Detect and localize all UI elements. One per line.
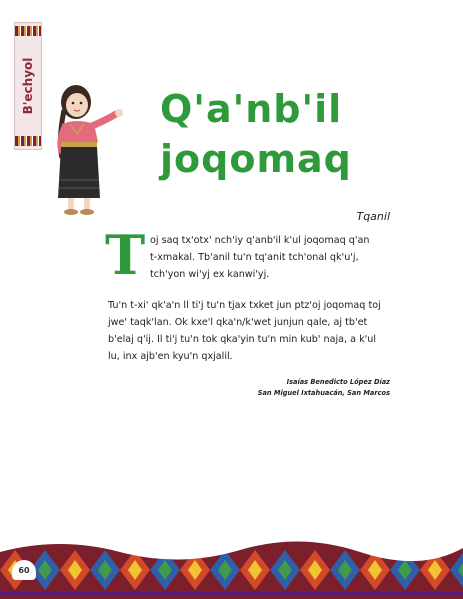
paragraph-1-line: tch'yon wi'yj ex kanwi'yj. (150, 269, 270, 280)
paragraph-1-line: t-xmakal. Tb'anil tu'n tq'anit tch'onal qk'u'j, (150, 252, 359, 263)
paragraph-2-line: b'elaj q'ij. Il ti'j tu'n tok qka'yin tu'n min kub' naja, a k'ul (108, 334, 377, 345)
tab-textile-bottom (15, 136, 41, 146)
paragraph-2-line: lu, inx ajb'en kyu'n qxjalil. (108, 351, 233, 362)
paragraph-2-line: Tu'n t-xi' qk'a'n ll ti'j tu'n tjax txket jun ptz'oj joqomaq toj (108, 300, 381, 311)
text-type-label: Tqanil (356, 210, 390, 223)
author-place: San Miguel Ixtahuacán, San Marcos (257, 389, 390, 397)
section-tab-label: B'echyol (21, 57, 35, 115)
author-signature (240, 377, 390, 399)
section-tab (14, 22, 42, 150)
textile-border (0, 530, 463, 599)
title-line-2: joqomaq (160, 137, 352, 181)
paragraph-1 (150, 232, 390, 283)
page-number: 60 (12, 560, 36, 580)
author-name: Isaías Benedicto López Díaz (286, 378, 390, 386)
tab-textile-top (15, 26, 41, 36)
paragraph-2 (108, 297, 390, 365)
drop-cap: T (105, 223, 146, 287)
girl-illustration (42, 80, 128, 220)
page-title (160, 84, 380, 184)
title-line-1: Q'a'nb'il (160, 87, 343, 131)
paragraph-2-line: jwe' taqk'lan. Ok kxe'l qka'n/k'wet junjun qale, aj tb'et (108, 317, 368, 328)
paragraph-1-line: oj saq tx'otx' nch'iy q'anb'il k'ul joqomaq q'an (150, 235, 370, 246)
